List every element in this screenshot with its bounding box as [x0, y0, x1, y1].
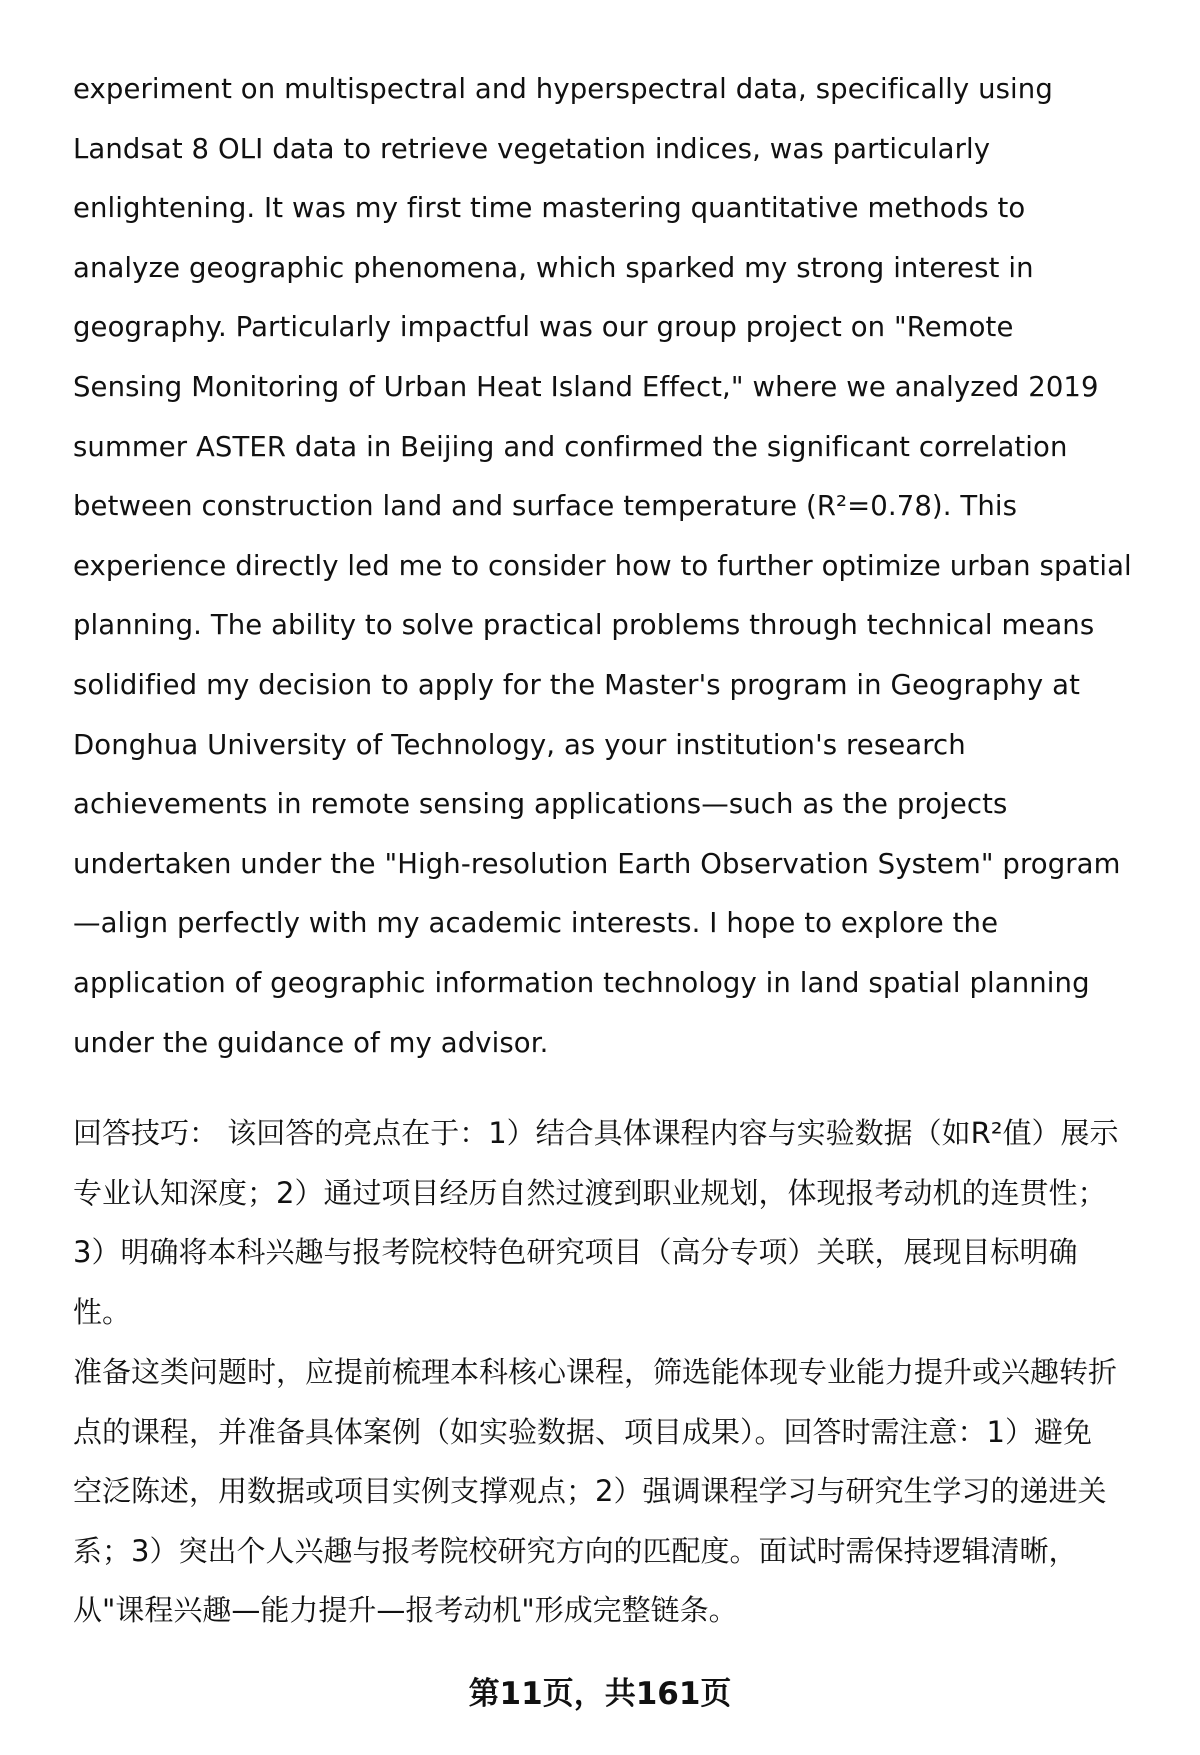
paragraph-line: planning. The ability to solve practical problems through technical means [73, 609, 1095, 642]
tips-line: 专业认知深度；2）通过项目经历自然过渡到职业规划，体现报考动机的连贯性； [73, 1175, 1107, 1210]
paragraph-line: Landsat 8 OLI data to retrieve vegetation indices, was particularly [73, 132, 991, 165]
advice-line: 准备这类问题时，应提前梳理本科核心课程，筛选能体现专业能力提升或兴趣转折 [73, 1355, 1118, 1389]
paragraph-line: summer ASTER data in Beijing and confirmed the significant correlation [73, 430, 1068, 463]
paragraph-line: application of geographic information technology in land spatial planning [73, 967, 1090, 999]
advice-line: 点的课程，并准备具体案例（如实验数据、项目成果）。回答时需注意：1）避免 [73, 1414, 1092, 1449]
paragraph-line: —align perfectly with my academic interests. I hope to explore the [73, 907, 999, 940]
paragraph-line: achievements in remote sensing applications—such as the projects [73, 788, 1008, 821]
advice-line: 空泛陈述，用数据或项目实例支撑观点；2）强调课程学习与研究生学习的递进关 [73, 1474, 1107, 1508]
advice-line: 系；3）突出个人兴趣与报考院校研究方向的匹配度。面试时需保持逻辑清晰， [73, 1533, 1078, 1568]
paragraph-line: geography. Particularly impactful was our group project on "Remote [73, 311, 1014, 344]
paragraph-line: under the guidance of my advisor. [73, 1026, 549, 1059]
paragraph-line: enlightening. It was my first time mastering quantitative methods to [73, 192, 1026, 225]
paragraph-line: between construction land and surface temperature (R²=0.78). This [73, 490, 1018, 523]
paragraph-line: experiment on multispectral and hyperspectral data, specifically using [73, 73, 1053, 105]
tips-line: 回答技巧： 该回答的亮点在于：1）结合具体课程内容与实验数据（如R²值）展示 [73, 1116, 1119, 1150]
paragraph-line: Donghua University of Technology, as your institution's research [73, 728, 966, 761]
paragraph-line: experience directly led me to consider how to further optimize urban spatial [73, 549, 1132, 582]
paragraph-line: solidified my decision to apply for the Master's program in Geography at [73, 669, 1080, 701]
advice-line: 从"课程兴趣—能力提升—报考动机"形成完整链条。 [73, 1593, 738, 1627]
page-number: 第11页，共161页 [468, 1676, 732, 1712]
paragraph-line: undertaken under the "High-resolution Earth Observation System" program [73, 847, 1121, 880]
paragraph-line: analyze geographic phenomena, which sparked my strong interest in [73, 251, 1034, 284]
tips-line: 性。 [73, 1294, 132, 1329]
tips-line: 3）明确将本科兴趣与报考院校特色研究项目（高分专项）关联，展现目标明确 [73, 1235, 1078, 1269]
paragraph-line: Sensing Monitoring of Urban Heat Island Effect," where we analyzed 2019 [73, 371, 1099, 403]
